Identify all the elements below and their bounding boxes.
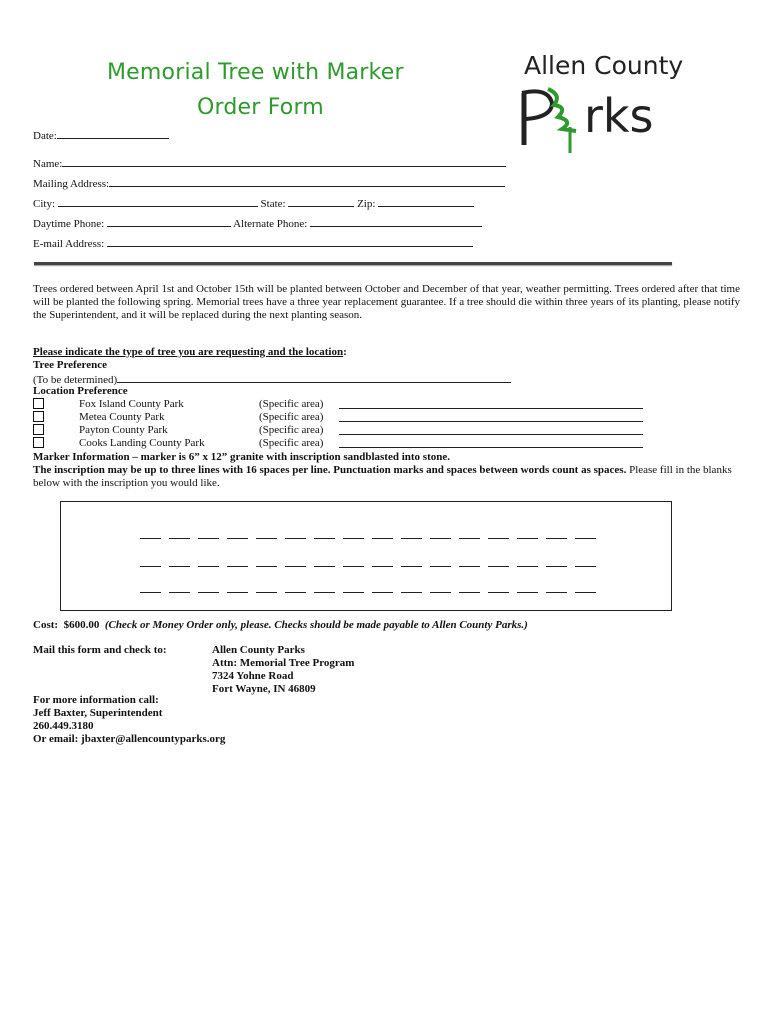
location-option	[33, 424, 324, 437]
zip-field[interactable]	[378, 196, 474, 207]
tree-section-heading-suffix: :	[343, 346, 347, 358]
daytime-phone-label: Daytime Phone:	[33, 218, 105, 230]
state-field[interactable]	[288, 196, 354, 207]
checkbox-metea[interactable]	[33, 411, 44, 422]
contact-line: Jeff Baxter, Superintendent	[33, 707, 163, 719]
mail-line: Attn: Memorial Tree Program	[212, 657, 355, 669]
mailing-label: Mailing Address:	[33, 178, 110, 190]
location-preference-label: Location Preference	[33, 385, 128, 397]
location-name: Cooks Landing County Park	[79, 437, 205, 449]
contact-line: For more information call:	[33, 694, 159, 706]
inscription-bold-text: The inscription may be up to three lines with 16 spaces per line. Punctuation marks and spaces between words count as spaces.	[33, 464, 627, 476]
intro-paragraph: Trees ordered between April 1st and October 15th will be planted between October and December of that year, weather permitting. Trees ordered after that time will be planted the following spring. Memorial trees have a three year replacement guarantee. If a tree should die within three years of its planting, please notify the Superintendent, and it will be replaced during the next planting season.	[33, 283, 740, 321]
zip-label: Zip:	[357, 198, 376, 210]
city-field[interactable]	[58, 196, 258, 207]
date-label: Date:	[33, 130, 57, 142]
mail-address-block	[212, 644, 354, 696]
checkbox-fox-island[interactable]	[33, 398, 44, 409]
tree-section-heading	[33, 346, 347, 358]
location-option	[33, 437, 324, 450]
mail-line: Allen County Parks	[212, 644, 305, 656]
mail-label: Mail this form and check to:	[33, 644, 167, 656]
mail-line: 7324 Yohne Road	[212, 670, 294, 682]
mailing-address-field[interactable]	[109, 176, 505, 187]
specific-area-label: (Specific area)	[259, 437, 324, 449]
city-label: City:	[33, 198, 56, 210]
inscription-box	[60, 501, 672, 611]
divider	[34, 262, 672, 265]
daytime-phone-field[interactable]	[107, 216, 231, 227]
date-field[interactable]	[57, 128, 169, 139]
location-option	[33, 398, 324, 411]
cost-label: Cost:	[33, 619, 59, 631]
form-title-line2: Order Form	[197, 95, 324, 120]
city-row	[33, 196, 474, 210]
email-label: E-mail Address:	[33, 238, 105, 250]
contact-block	[33, 694, 225, 746]
location-name: Fox Island County Park	[79, 398, 184, 410]
specific-area-field[interactable]	[339, 411, 643, 422]
marker-information: Marker Information – marker is 6” x 12” granite with inscription sandblasted into stone.	[33, 451, 450, 463]
inscription-line-3[interactable]	[140, 580, 604, 598]
checkbox-cooks-landing[interactable]	[33, 437, 44, 448]
mailing-row	[33, 176, 505, 190]
specific-area-field[interactable]	[339, 424, 643, 435]
specific-area-field[interactable]	[339, 398, 643, 409]
name-label: Name:	[33, 158, 63, 170]
alternate-phone-label: Alternate Phone:	[233, 218, 308, 230]
tree-preference-field[interactable]	[117, 372, 511, 383]
contact-line: 260.449.3180	[33, 720, 94, 732]
contact-line: Or email: jbaxter@allencountyparks.org	[33, 733, 226, 745]
tree-preference-row	[33, 372, 511, 386]
specific-area-label: (Specific area)	[259, 424, 324, 436]
form-title-line1: Memorial Tree with Marker	[107, 60, 404, 85]
name-row	[33, 156, 506, 170]
date-row	[33, 128, 169, 142]
to-be-determined-label: (To be determined)	[33, 374, 118, 386]
phone-row	[33, 216, 482, 230]
alternate-phone-field[interactable]	[310, 216, 482, 227]
tree-preference-label: Tree Preference	[33, 359, 107, 371]
inscription-instructions	[33, 464, 740, 490]
inscription-line-1[interactable]	[140, 526, 604, 544]
logo-text-top: Allen County	[524, 51, 684, 80]
allen-county-parks-logo	[518, 45, 703, 155]
location-name: Payton County Park	[79, 424, 168, 436]
email-row	[33, 236, 473, 250]
checkbox-payton[interactable]	[33, 424, 44, 435]
cost-note: (Check or Money Order only, please. Checks should be made payable to Allen County Parks.)	[104, 619, 528, 631]
location-name: Metea County Park	[79, 411, 165, 423]
location-option	[33, 411, 324, 424]
specific-area-field[interactable]	[339, 437, 643, 448]
specific-area-label: (Specific area)	[259, 411, 324, 423]
inscription-plain-text: Please fill in the blanks below with the inscription you would like.	[33, 464, 732, 489]
tree-section-heading-text: Please indicate the type of tree you are requesting and the location	[33, 346, 344, 358]
logo-text-bottom: rks	[584, 89, 654, 143]
specific-area-label: (Specific area)	[259, 398, 324, 410]
mail-line: Fort Wayne, IN 46809	[212, 683, 316, 695]
state-label: State:	[260, 198, 286, 210]
inscription-line-2[interactable]	[140, 554, 604, 572]
name-field[interactable]	[62, 156, 506, 167]
cost-row	[33, 619, 528, 631]
cost-amount: $600.00	[63, 619, 100, 631]
email-field[interactable]	[107, 236, 473, 247]
